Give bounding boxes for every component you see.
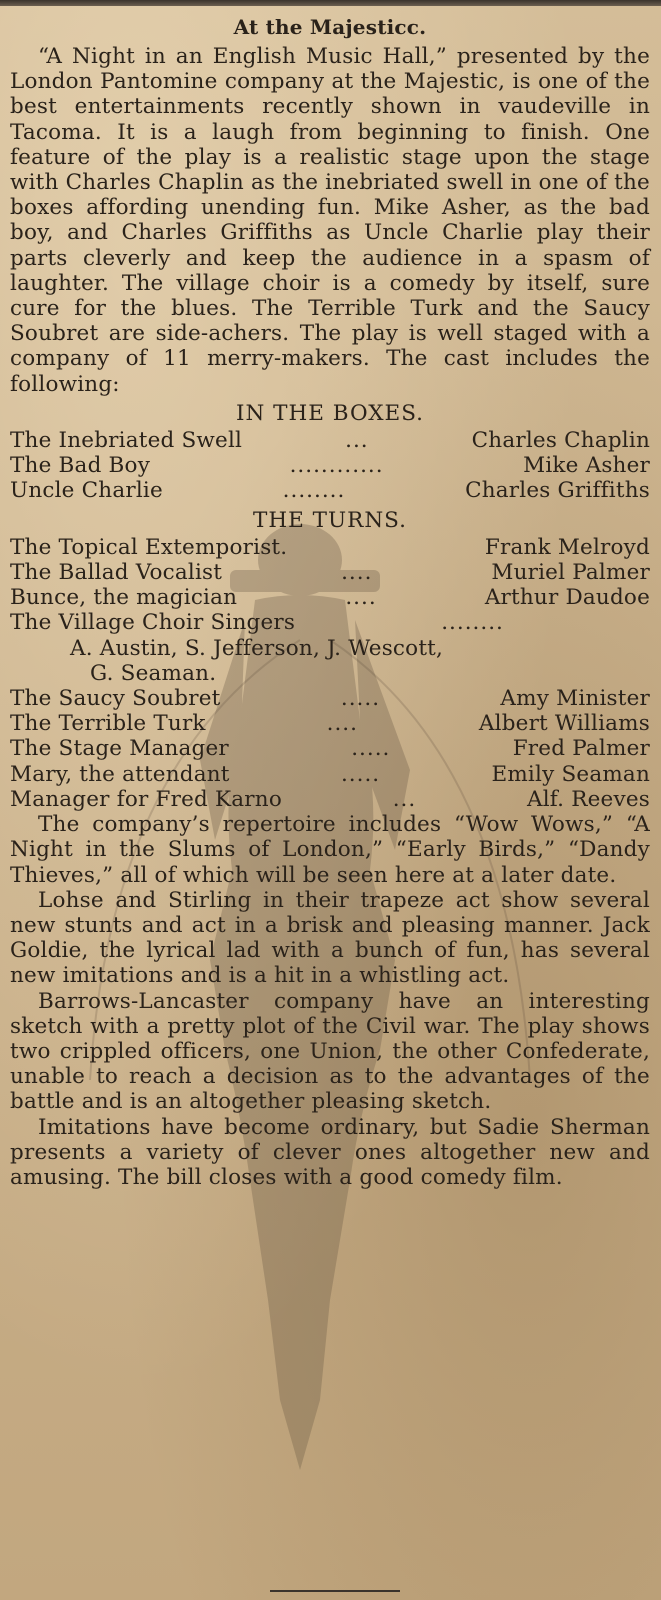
cast-line bbox=[10, 535, 650, 560]
cast-line bbox=[10, 585, 650, 610]
cast-line bbox=[10, 762, 650, 787]
cast-actor: Alf. Reeves bbox=[526, 786, 650, 812]
cast-leader: ........ bbox=[441, 610, 504, 636]
cast-actor: Charles Griffiths bbox=[465, 478, 650, 504]
cast-leader: .... bbox=[341, 560, 373, 586]
cast-role: The Topical Extemporist. bbox=[10, 534, 288, 560]
cast-line bbox=[10, 736, 650, 761]
cast-role: The Terrible Turk bbox=[10, 711, 206, 737]
cast-role: The Ballad Vocalist bbox=[10, 560, 223, 586]
cast-role: The Saucy Soubret bbox=[10, 686, 221, 712]
cast-line bbox=[10, 560, 650, 585]
cast-leader bbox=[287, 535, 485, 560]
cast-actor: Arthur Daudoe bbox=[484, 585, 650, 611]
imitations-paragraph: Imitations have become ordinary, but Sadie Sherman presents a variety of clever ones altogether new and amusing. The bill closes with a good comedy film. bbox=[10, 1114, 650, 1190]
cast-role: Mary, the attendant bbox=[10, 761, 230, 787]
cast-leader: ..... bbox=[340, 761, 381, 787]
cast-line bbox=[10, 610, 650, 635]
lohse-paragraph: Lohse and Stirling in their trapeze act show several new stunts and act in a brisk and pleasing manner. Jack Goldie, the lyrical lad with a bunch of fun, has several new imitations and is a hit in a whistling act. bbox=[10, 887, 650, 989]
cast-line bbox=[10, 428, 650, 453]
cast-leader: ............ bbox=[289, 453, 384, 479]
turns-section-title: THE TURNS. bbox=[253, 507, 407, 533]
boxes-section-title: IN THE BOXES. bbox=[235, 400, 424, 426]
cast-actor: Frank Melroyd bbox=[484, 534, 650, 560]
cast-role: The Stage Manager bbox=[10, 736, 229, 762]
bottom-rule bbox=[270, 1590, 400, 1592]
cast-actor: Emily Seaman bbox=[491, 761, 650, 787]
cast-role: Bunce, the magician bbox=[10, 585, 238, 611]
cast-leader: .... bbox=[326, 711, 358, 737]
cast-actor: Muriel Palmer bbox=[491, 560, 650, 586]
repertoire-paragraph: The company’s repertoire includes “Wow Wows,” “A Night in the Slums of London,” “Early Birds,” “Dandy Thieves,” all of which will be seen here at a later date. bbox=[10, 812, 650, 888]
cast-leader: ........ bbox=[282, 478, 346, 504]
cast-actor: Albert Williams bbox=[478, 711, 650, 737]
cast-line bbox=[10, 686, 650, 711]
cast-leader: .... bbox=[345, 585, 377, 611]
article-headline: At the Majesticc. bbox=[233, 15, 427, 39]
intro-paragraph: “A Night in an English Music Hall,” presented by the London Pantomine company at the Majestic, is one of the best entertainments recently shown in vaudeville in Tacoma. It is a laugh from beginning to finish. One feature of the play is a realistic stage upon the stage with Charles Chaplin as the inebriated swell in one of the boxes affording unending fun. Mike Asher, as the bad boy, and Charles Griffiths as Uncle Charlie play their parts cleverly and keep the audience in a spasm of laughter. The village choir is a comedy by itself, sure cure for the blues. The Terrible Turk and the Saucy Soubret are side-achers. The play is well staged with a company of 11 merry-makers. The cast includes the following: bbox=[10, 44, 650, 397]
choir-names-line: A. Austin, S. Jefferson, J. Wescott, bbox=[70, 635, 444, 661]
cast-line bbox=[10, 478, 650, 503]
cast-leader: ..... bbox=[351, 736, 391, 762]
cast-actor: Mike Asher bbox=[523, 453, 650, 479]
clipping-top-edge bbox=[0, 0, 661, 6]
cast-role: The Village Choir Singers bbox=[10, 610, 296, 636]
cast-leader: ..... bbox=[340, 686, 381, 712]
cast-line bbox=[10, 453, 650, 478]
cast-line bbox=[10, 711, 650, 736]
cast-actor: Amy Minister bbox=[500, 686, 650, 712]
cast-role: Manager for Fred Karno bbox=[10, 786, 282, 812]
cast-role: The Bad Boy bbox=[10, 453, 151, 479]
cast-line bbox=[10, 787, 650, 812]
article-body bbox=[10, 12, 650, 1190]
cast-actor: Charles Chaplin bbox=[471, 428, 650, 454]
cast-leader: ... bbox=[345, 428, 369, 454]
choir-names-line: G. Seaman. bbox=[90, 660, 217, 686]
cast-leader: ... bbox=[392, 786, 417, 812]
barrows-paragraph: Barrows-Lancaster company have an interesting sketch with a pretty plot of the Civil war. The play shows two crippled officers, one Union, the other Confederate, unable to reach a decision as to the advantages of the battle and is an altogether pleasing sketch. bbox=[10, 988, 650, 1115]
cast-actor: Fred Palmer bbox=[512, 736, 650, 762]
cast-role: The Inebriated Swell bbox=[10, 428, 243, 454]
cast-role: Uncle Charlie bbox=[10, 478, 163, 504]
